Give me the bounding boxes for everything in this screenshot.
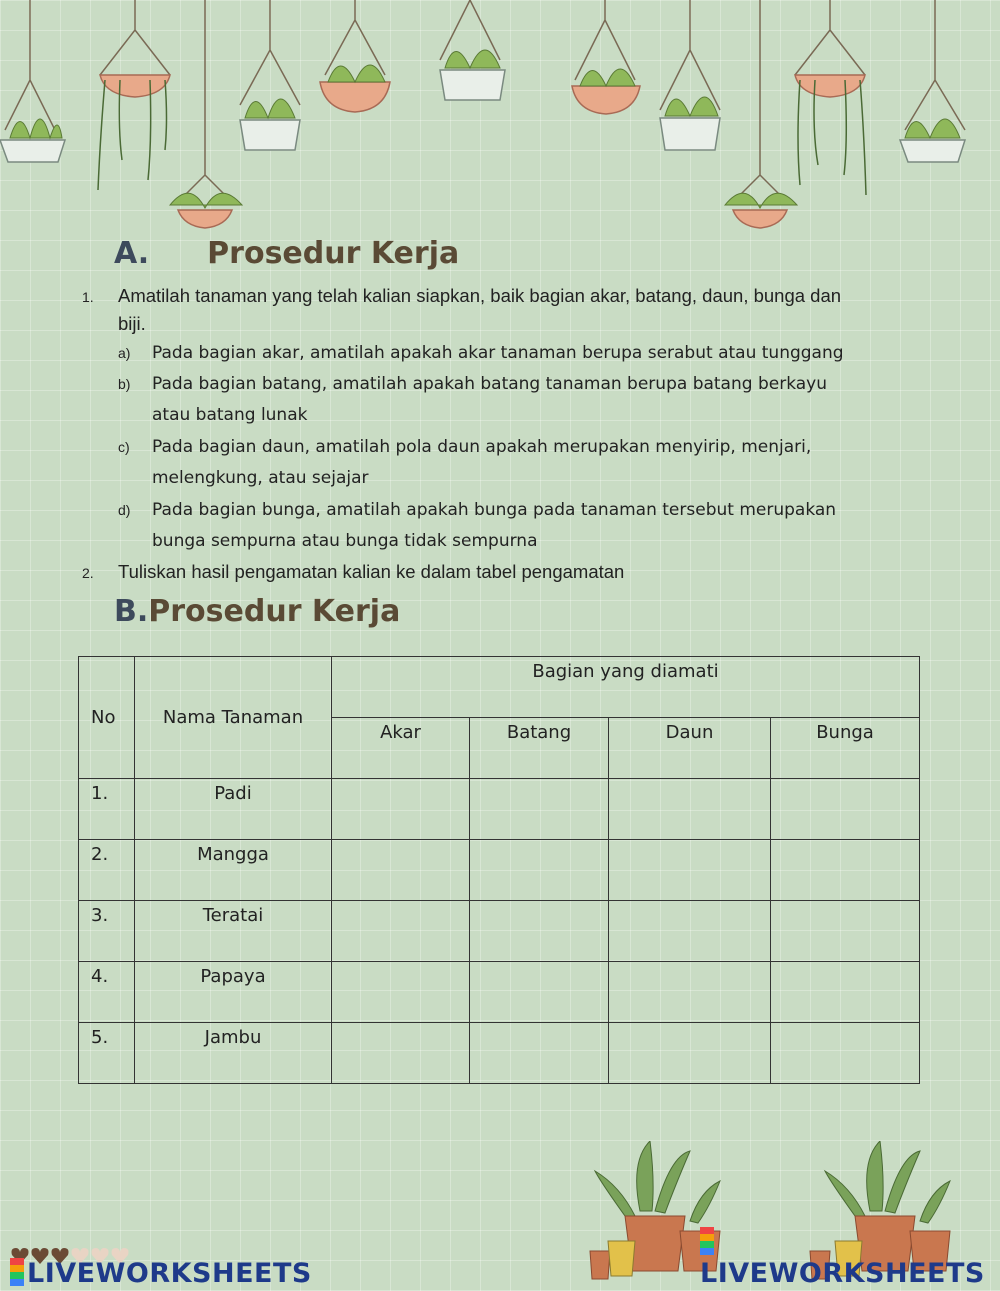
header-no: No xyxy=(79,657,135,779)
liveworksheets-logo-right[interactable] xyxy=(700,1227,1000,1289)
sub-step-c xyxy=(118,432,842,494)
step-2 xyxy=(82,558,878,587)
row-4-batang-cell[interactable] xyxy=(470,962,609,1023)
row-2-no: 2. xyxy=(79,840,135,901)
sub-step-d xyxy=(118,495,862,557)
liveworksheets-icon xyxy=(10,1258,24,1286)
header-bagian-diamati: Bagian yang diamati xyxy=(332,657,920,718)
row-2-batang-cell[interactable] xyxy=(470,840,609,901)
table-row xyxy=(79,840,920,901)
sub-step-b-label: b) xyxy=(118,376,131,392)
step-2-number: 2. xyxy=(82,565,94,581)
row-1-no: 1. xyxy=(79,779,135,840)
row-1-akar-cell[interactable] xyxy=(332,779,470,840)
table-row xyxy=(79,962,920,1023)
table-row xyxy=(79,1023,920,1084)
step-1-number: 1. xyxy=(82,289,94,305)
row-2-bunga-cell[interactable] xyxy=(771,840,920,901)
row-5-batang-cell[interactable] xyxy=(470,1023,609,1084)
logo-left-text: LIVEWORKSHEETS xyxy=(27,1258,312,1289)
row-1-daun-cell[interactable] xyxy=(609,779,771,840)
row-5-no: 5. xyxy=(79,1023,135,1084)
row-1-batang-cell[interactable] xyxy=(470,779,609,840)
hanging-plants-decoration xyxy=(0,0,1000,240)
liveworksheets-logo-left[interactable] xyxy=(10,1258,312,1289)
table-header-row xyxy=(79,657,920,718)
row-3-name: Teratai xyxy=(135,901,332,962)
row-3-akar-cell[interactable] xyxy=(332,901,470,962)
header-akar: Akar xyxy=(332,718,470,779)
row-3-batang-cell[interactable] xyxy=(470,901,609,962)
table-row xyxy=(79,779,920,840)
row-2-akar-cell[interactable] xyxy=(332,840,470,901)
row-3-daun-cell[interactable] xyxy=(609,901,771,962)
row-4-name: Papaya xyxy=(135,962,332,1023)
section-a-title: Prosedur Kerja xyxy=(207,236,460,271)
sub-step-d-text: Pada bagian bunga, amatilah apakah bunga pada tanaman tersebut merupakan bunga sempurna atau bunga tidak sempurna xyxy=(152,500,837,551)
sub-step-b-text: Pada bagian batang, amatilah apakah batang tanaman berupa batang berkayu atau batang lunak xyxy=(152,374,827,425)
sub-step-c-label: c) xyxy=(118,439,130,455)
section-b-heading xyxy=(114,594,400,629)
section-b-letter: B. xyxy=(114,594,149,629)
table-row xyxy=(79,901,920,962)
row-5-daun-cell[interactable] xyxy=(609,1023,771,1084)
row-5-bunga-cell[interactable] xyxy=(771,1023,920,1084)
sub-step-a-text: Pada bagian akar, amatilah apakah akar tanaman berupa serabut atau tunggang xyxy=(152,343,844,363)
row-1-bunga-cell[interactable] xyxy=(771,779,920,840)
header-daun: Daun xyxy=(609,718,771,779)
step-2-text: Tuliskan hasil pengamatan kalian ke dalam tabel pengamatan xyxy=(118,561,625,582)
sub-step-a-label: a) xyxy=(118,345,131,361)
sub-step-a xyxy=(118,338,872,369)
row-4-daun-cell[interactable] xyxy=(609,962,771,1023)
section-a-heading xyxy=(114,236,459,271)
observation-table xyxy=(78,656,920,1084)
row-5-akar-cell[interactable] xyxy=(332,1023,470,1084)
step-1 xyxy=(82,282,858,338)
row-2-daun-cell[interactable] xyxy=(609,840,771,901)
section-b-title: Prosedur Kerja xyxy=(148,594,401,629)
row-3-bunga-cell[interactable] xyxy=(771,901,920,962)
sub-step-c-text: Pada bagian daun, amatilah pola daun apakah merupakan menyirip, menjari, melengkung, atau sejajar xyxy=(152,437,812,488)
header-batang: Batang xyxy=(470,718,609,779)
row-4-no: 4. xyxy=(79,962,135,1023)
liveworksheets-icon xyxy=(700,1227,714,1255)
header-nama-tanaman: Nama Tanaman xyxy=(135,657,332,779)
row-5-name: Jambu xyxy=(135,1023,332,1084)
section-a-letter: A. xyxy=(114,236,150,271)
row-2-name: Mangga xyxy=(135,840,332,901)
row-4-bunga-cell[interactable] xyxy=(771,962,920,1023)
row-3-no: 3. xyxy=(79,901,135,962)
header-bunga: Bunga xyxy=(771,718,920,779)
row-1-name: Padi xyxy=(135,779,332,840)
row-4-akar-cell[interactable] xyxy=(332,962,470,1023)
sub-step-b xyxy=(118,369,852,431)
logo-right-text: LIVEWORKSHEETS xyxy=(700,1258,985,1289)
sub-step-d-label: d) xyxy=(118,502,131,518)
step-1-text: Amatilah tanaman yang telah kalian siapkan, baik bagian akar, batang, daun, bunga dan biji. xyxy=(118,285,842,334)
